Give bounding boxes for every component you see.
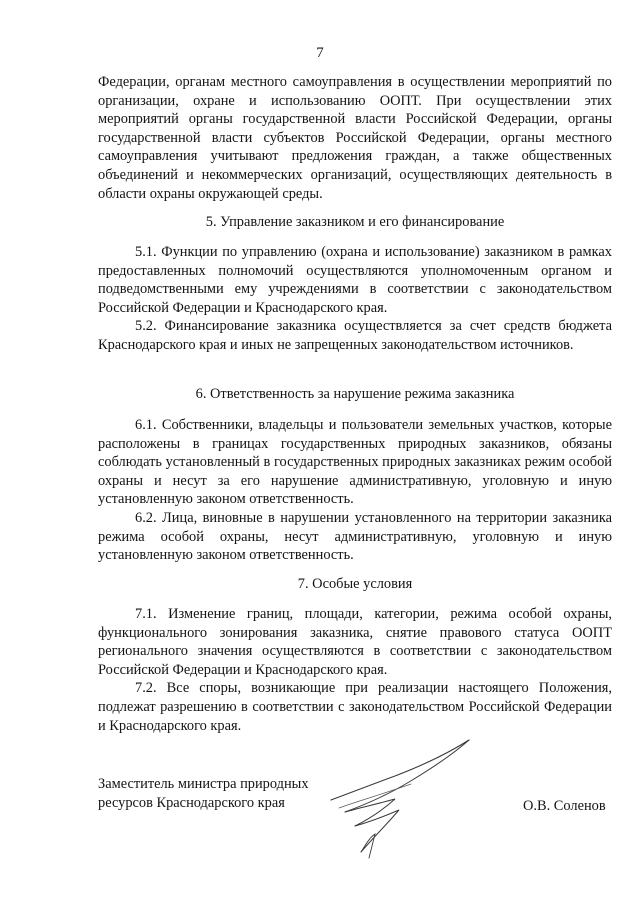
section-7-body <box>98 605 612 735</box>
signer-name: О.В. Соленов <box>523 798 606 814</box>
paragraph-5-1: 5.1. Функции по управлению (охрана и использование) заказником в рамках предоставленных полномочий осуществляются уполномоченным органом и подведомственными ему учреждениями в соответствии с законодательством Российской Федерации и Краснодарского края. <box>98 244 612 316</box>
section-6-heading: 6. Ответственность за нарушение режима заказника <box>195 386 515 402</box>
section-5-heading: 5. Управление заказником и его финансирование <box>205 214 505 230</box>
intro-paragraph <box>98 73 612 203</box>
paragraph-6-2: 6.2. Лица, виновные в нарушении установленного на территории заказника режима особой охраны, несут административную, уголовную и иную установленную законом ответственность. <box>98 509 612 564</box>
page-number: 7 <box>316 45 324 61</box>
paragraph-6-1: 6.1. Собственники, владельцы и пользователи земельных участков, которые расположены в границах государственных природных заказников, обязаны соблюдать установленный в государственных природных заказниках режим особой охраны и несут за его нарушение административную, уголовную и иную установленную законом ответственность. <box>98 417 612 508</box>
signer-position-line-2: ресурсов Краснодарского края <box>98 794 285 811</box>
section-7-heading: 7. Особые условия <box>297 576 413 592</box>
signer-position <box>98 775 309 812</box>
section-6-body <box>98 416 612 565</box>
paragraph-7-1: 7.1. Изменение границ, площади, категории, режима особой охраны, функционального зонирования заказника, снятие правового статуса ООПТ регионального значения осуществляются в соответствии с законодательством Российской Федерации и Краснодарского края. <box>98 606 612 678</box>
paragraph-5-2: 5.2. Финансирование заказника осуществляется за счет средств бюджета Краснодарского края и иных не запрещенных законодательством источников. <box>98 318 612 353</box>
signer-position-line-1: Заместитель министра природных <box>98 776 309 792</box>
handwritten-signature <box>325 738 475 862</box>
intro-text: Федерации, органам местного самоуправления в осуществлении мероприятий по организации, охране и использованию ООПТ. При осуществлении этих мероприятий органы государственной власти Российской Федерации, органы государственной власти субъектов Российской Федерации, органы местного самоуправления учитывают предложения граждан, а также общественных объединений и некоммерческих организаций, осуществляющих деятельность в области охраны окружающей среды. <box>98 74 612 202</box>
paragraph-7-2: 7.2. Все споры, возникающие при реализации настоящего Положения, подлежат разрешению в соответствии с законодательством Российской Федерации и Краснодарского края. <box>98 680 612 734</box>
section-5-body <box>98 243 612 355</box>
